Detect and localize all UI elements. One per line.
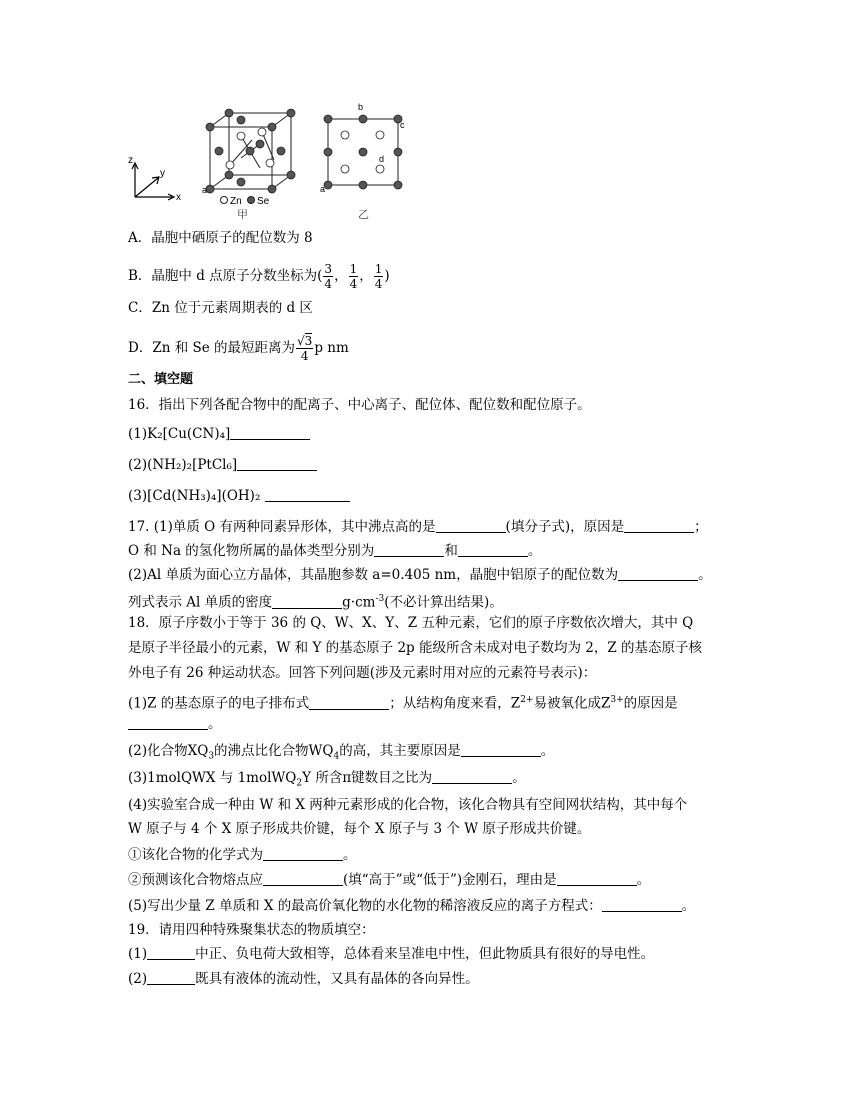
- q18-line-6: (2)化合物$XQ_3$的沸点比化合物$WQ_4$的高，其主要原因是 。: [128, 743, 555, 762]
- caption-yi: 乙: [358, 208, 369, 221]
- legend-zn-marker: [221, 197, 228, 204]
- q18-line-12: (5)写出少量 Z 单质和 X 的最高价氧化物的水化物的稀溶液反应的离子方程式： 。: [128, 898, 696, 914]
- q18-line-8: (4)实验室合成一种由 W 和 X 两种元素形成的化合物，该化合物具有空间网状结构，其中每个: [128, 797, 688, 813]
- axes-icon: [132, 163, 174, 200]
- q17-line-1: 17. (1)单质 O 有两种同素异形体，其中沸点高的是 (填分子式)，原因是 ；: [128, 519, 708, 535]
- legend-se-marker: [248, 197, 255, 204]
- label-b: b: [358, 102, 364, 112]
- label-d: d: [379, 154, 385, 164]
- q16-item-2: (2)(NH₂)₂[PtCl₆]: [128, 455, 317, 475]
- axis-x-label: x: [176, 192, 181, 203]
- q18-line-2: 是原子半径最小的元素，W 和 Y 的基态原子 2p 能级所含未成对电子数均为 2，Z 的基态原子核: [128, 640, 703, 656]
- axis-z-label: z: [128, 155, 133, 166]
- q18-line-4: (1)Z 的基态原子的电子排布式 ；从结构角度来看，$Z^{2+}$易被氧化成$Z^{3+}$的原因是: [128, 695, 678, 712]
- q18-line-3: 外电子有 26 种运动状态。回答下列问题(涉及元素时用对应的元素符号表示)：: [128, 665, 597, 681]
- q18-line-9: W 原子与 4 个 X 原子形成共价键，每个 X 原子与 3 个 W 原子形成共价键。: [128, 821, 591, 837]
- caption-jia: 甲: [237, 208, 248, 221]
- q19-item-2: (2) 既具有液体的流动性，又具有晶体的各向异性。: [128, 971, 479, 987]
- se-atoms-yi: [324, 115, 402, 189]
- q18-line-1: 18．原子序数小于等于 36 的 Q、W、X、Y、Z 五种元素，它们的原子序数依次增大，其中 Q: [128, 615, 694, 631]
- q18-line-5: 。: [128, 714, 222, 734]
- q15-option-a: A．晶胞中硒原子的配位数为 8: [128, 230, 313, 246]
- legend-se: Se: [257, 196, 270, 207]
- q16-stem: 16．指出下列各配合物中的配离子、中心离子、配位体、配位数和配位原子。: [128, 397, 591, 413]
- q16-item-1: (1)K₂[Cu(CN)₄]: [128, 424, 310, 444]
- se-atoms-jia: [206, 109, 295, 193]
- label-c: c: [400, 120, 405, 130]
- q18-line-11: ②预测该化合物熔点应 (填“高于”或“低于”)金刚石，理由是 。: [128, 872, 651, 888]
- q15-option-c: C．Zn 位于元素周期表的 d 区: [128, 300, 313, 316]
- label-a-jia: a: [202, 185, 208, 195]
- q19-item-1: (1) 中正、负电荷大致相等，总体看来呈准电中性，但此物质具有很好的导电性。: [128, 946, 655, 962]
- section-heading: 二、填空题: [128, 372, 194, 387]
- q17-line-3: (2)Al 单质为面心立方晶体，其晶胞参数 a=0.405 nm，晶胞中铝原子的配位数为 。: [128, 567, 712, 583]
- crystal-figure: [0, 0, 860, 240]
- q18-line-7: (3)1molQWX 与 1molWQ$_2$Y 所含π键数目之比为 。: [128, 770, 526, 789]
- q17-line-2: O 和 Na 的氢化物所属的晶体类型分别为 和 。: [128, 543, 542, 559]
- q19-stem: 19．请用四种特殊聚集状态的物质填空：: [128, 922, 375, 938]
- legend-zn: Zn: [230, 196, 242, 207]
- q18-line-10: ①该化合物的化学式为 。: [128, 847, 357, 863]
- q16-item-3: (3)[Cd(NH₃)₄](OH)₂: [128, 486, 350, 506]
- label-a-yi: a: [320, 184, 326, 194]
- axis-y-label: y: [160, 168, 165, 179]
- q15-option-d: D．Zn 和 Se 的最短距离为 $\frac{√3}{4}$ p nm: [128, 334, 349, 363]
- q17-line-4: 列式表示 Al 单质的密度 $g\cdot cm^{-3}$(不必计算出结果)。: [128, 594, 503, 611]
- q15-option-b: B．晶胞中 d 点原子分数坐标为( $\frac{3}{4}$ ， $\frac{1}{4}$ ， $\frac{1}{4}$ ): [128, 262, 390, 291]
